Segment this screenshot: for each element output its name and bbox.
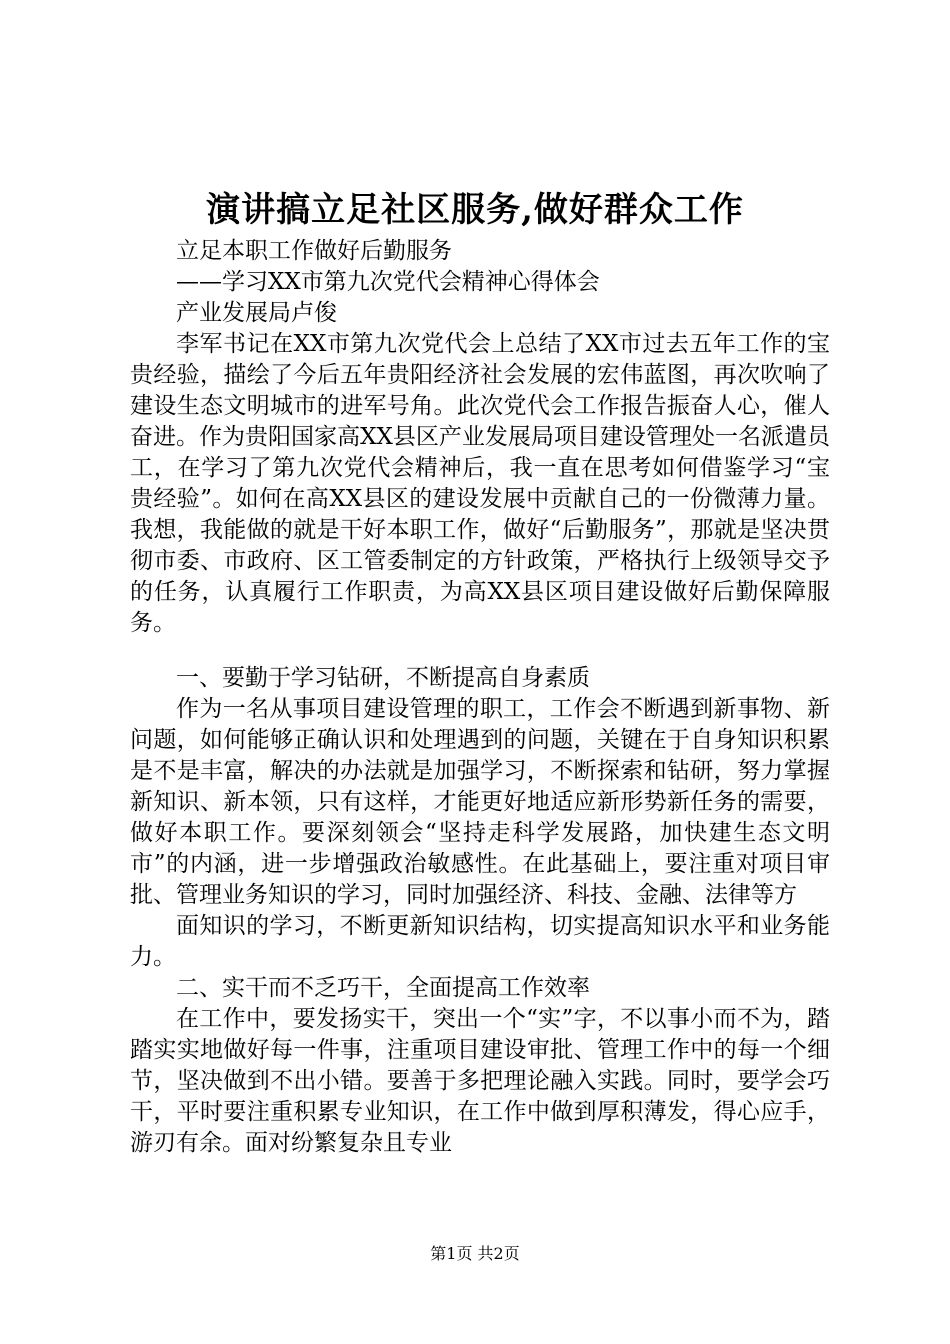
paragraph: 面知识的学习，不断更新知识结构，切实提高知识水平和业务能力。 xyxy=(130,913,830,970)
paragraph: 李军书记在XX市第九次党代会上总结了XX市过去五年工作的宝贵经验，描绘了今后五年贵阳经济社会发展的宏伟蓝图，再次吹响了建设生态文明城市的进军号角。此次党代会工作报告振奋人心，催人奋进。作为贵阳国家高XX县区产业发展局项目建设管理处一名派遣员工，在学习了第九次党代会精神后，我一直在思考如何借鉴学习“宝贵经验”。如何在高XX县区的建设发展中贡献自己的一份微薄力量。我想，我能做的就是干好本职工作，做好“后勤服务”，那就是坚决贯彻市委、市政府、区工管委制定的方针政策，严格执行上级领导交予的任务，认真履行工作职责，为高XX县区项目建设做好后勤保障服务。 xyxy=(130,331,830,636)
page-number: 第1页 共2页 xyxy=(430,1244,520,1263)
section-heading: 二、实干而不乏巧干，全面提高工作效率 xyxy=(176,975,590,1001)
header-line: ——学习XX市第九次党代会精神心得体会 xyxy=(176,269,600,295)
section-heading: 一、要勤于学习钻研，不断提高自身素质 xyxy=(176,665,590,691)
paragraph-gap xyxy=(130,639,830,663)
document-title: 演讲搞立足社区服务,做好群众工作 xyxy=(206,190,744,230)
paragraph: 作为一名从事项目建设管理的职工，工作会不断遇到新事物、新问题，如何能够正确认识和处理遇到的问题，关键在于自身知识积累是不是丰富，解决的办法就是加强学习，不断探索和钻研，努力掌握新知识、新本领，只有这样，才能更好地适应新形势新任务的需要，做好本职工作。要深刻领会“坚持走科学发展路，加快建生态文明市”的内涵，进一步增强政治敏感性。在此基础上，要注重对项目审批、管理业务知识的学习，同时加强经济、科技、金融、法律等方 xyxy=(130,696,830,908)
document-body xyxy=(130,236,830,1159)
header-line: 立足本职工作做好后勤服务 xyxy=(176,238,452,264)
header-line: 产业发展局卢俊 xyxy=(176,300,337,326)
paragraph: 在工作中，要发扬实干，突出一个“实”字，不以事小而不为，踏踏实实地做好每一件事，注重项目建设审批、管理工作中的每一个细节，坚决做到不出小错。要善于多把理论融入实践。同时，要学会巧干，平时要注重积累专业知识，在工作中做到厚积薄发，得心应手，游刃有余。面对纷繁复杂且专业 xyxy=(130,1006,830,1156)
